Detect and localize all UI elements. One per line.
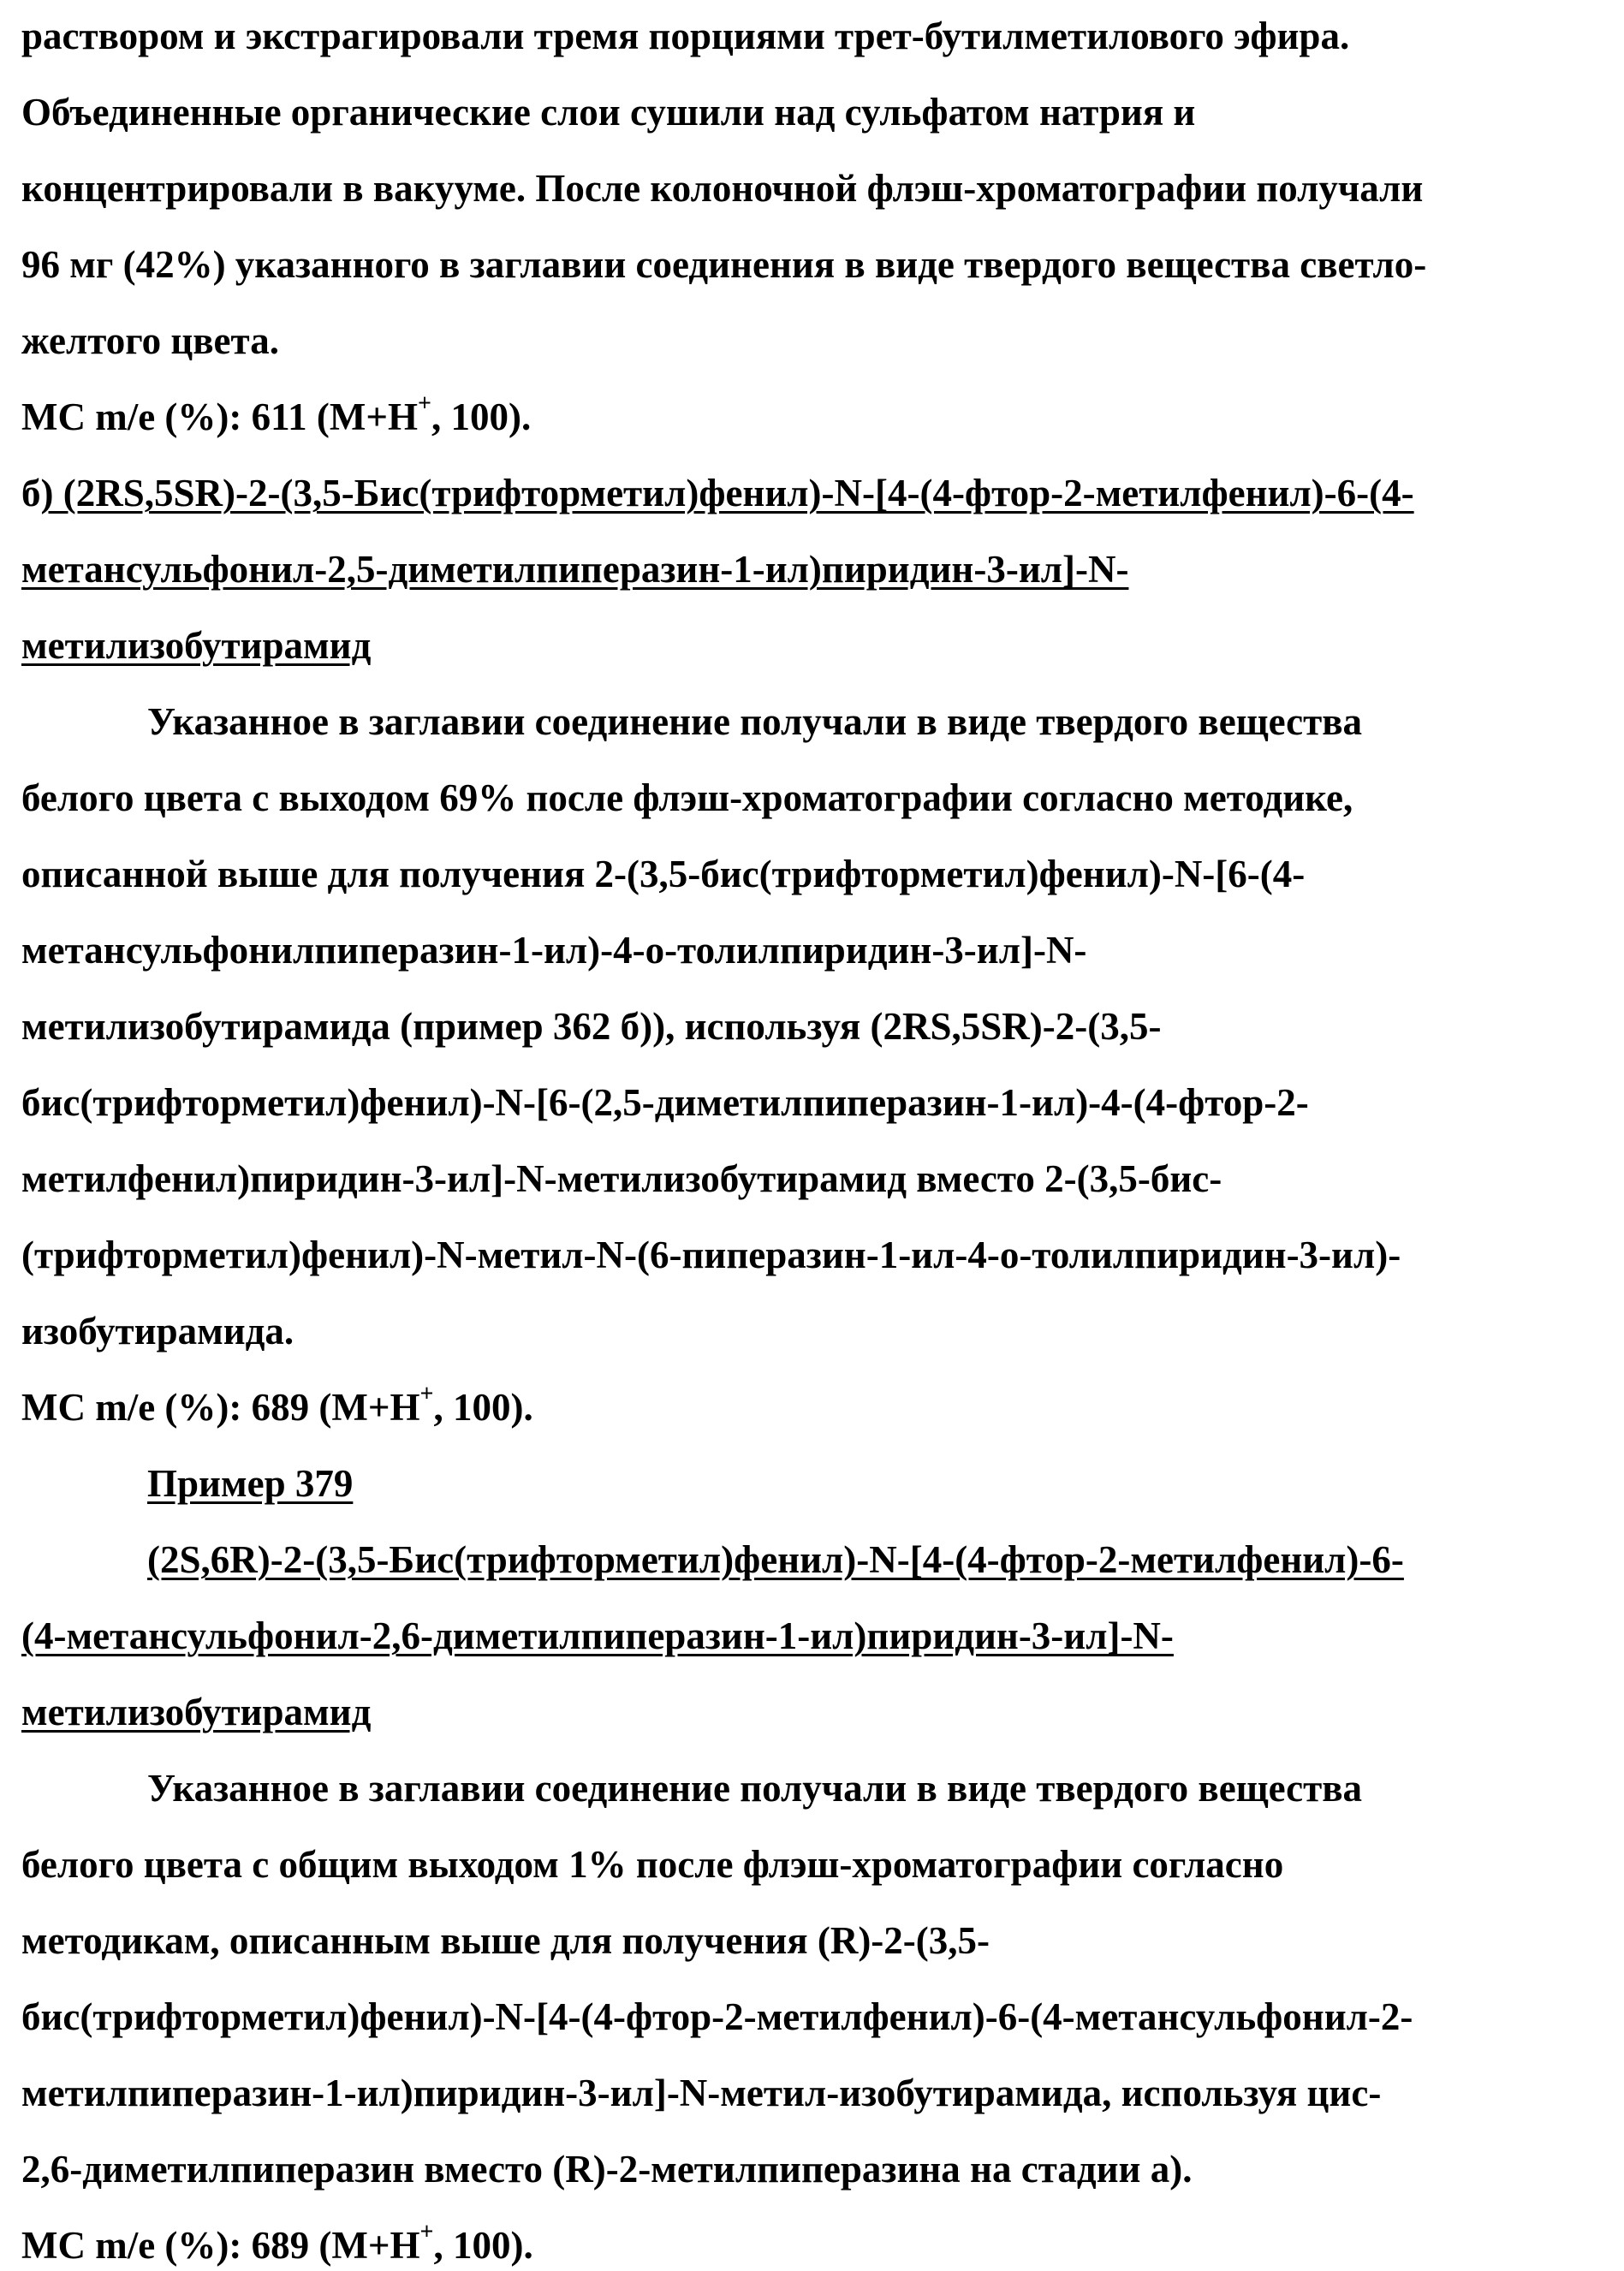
ms-text: МС m/e (%): 689 (М+Н (21, 1386, 420, 1429)
ms-sup: + (420, 2219, 434, 2245)
text-line: метилизобутирамида (пример 362 б)), используя (2RS,5SR)-2-(3,5- (21, 1001, 1161, 1052)
text-line: (трифторметил)фенил)-N-метил-N-(6-пиперазин-1-ил-4-о-толилпиридин-3-ил)- (21, 1229, 1401, 1281)
text-line: методикам, описанным выше для получения (R)-2-(3,5- (21, 1915, 990, 1966)
compound-name: ) (2RS,5SR)-2-(3,5-Бис(трифторметил)фенил)-N-[4-(4-фтор-2-метилфенил)-6-(4- (41, 472, 1414, 514)
text-line: белого цвета с общим выходом 1% после флэш-хроматографии согласно (21, 1839, 1283, 1890)
text-line: концентрировали в вакууме. После колоночной флэш-хроматографии получали (21, 163, 1423, 214)
text-line: Объединенные органические слои сушили над сульфатом натрия и (21, 86, 1195, 138)
ms-text: , 100). (431, 395, 531, 438)
text-line: бис(трифторметил)фенил)-N-[4-(4-фтор-2-метилфенил)-6-(4-метансульфонил-2- (21, 1991, 1413, 2042)
text-line: 96 мг (42%) указанного в заглавии соединения в виде твердого вещества светло- (21, 239, 1426, 290)
text-line: бис(трифторметил)фенил)-N-[6-(2,5-диметилпиперазин-1-ил)-4-(4-фтор-2- (21, 1077, 1309, 1128)
compound-heading-line: (4-метансульфонил-2,6-диметилпиперазин-1-ил)пиридин-3-ил]-N- (21, 1610, 1174, 1662)
mass-spec-line (21, 391, 531, 443)
text-line: изобутирамида. (21, 1305, 294, 1357)
ms-sup: + (418, 390, 431, 417)
item-marker: б (21, 472, 41, 514)
text-line: метилфенил)пиридин-3-ил]-N-метилизобутирамид вместо 2-(3,5-бис- (21, 1153, 1222, 1204)
text-line: Указанное в заглавии соединение получали в виде твердого вещества (147, 696, 1362, 747)
text-line: метилпиперазин-1-ил)пиридин-3-ил]-N-метил-изобутирамида, используя цис- (21, 2067, 1381, 2119)
ms-text: , 100). (433, 1386, 532, 1429)
ms-text: МС m/e (%): 611 (М+Н (21, 395, 418, 438)
ms-text: МС m/e (%): 689 (М+Н (21, 2224, 420, 2267)
text-line: белого цвета с выходом 69% после флэш-хроматографии согласно методике, (21, 772, 1353, 823)
text-line: 2,6-диметилпиперазин вместо (R)-2-метилпиперазина на стадии а). (21, 2143, 1192, 2195)
text-line: Указанное в заглавии соединение получали в виде твердого вещества (147, 1763, 1362, 1814)
text-line: описанной выше для получения 2-(3,5-бис(трифторметил)фенил)-N-[6-(4- (21, 848, 1305, 900)
compound-heading-line: метансульфонил-2,5-диметилпиперазин-1-ил)пиридин-3-ил]-N- (21, 544, 1128, 595)
text-line: раствором и экстрагировали тремя порциями трет-бутилметилового эфира. (21, 10, 1349, 62)
compound-heading-line: (2S,6R)-2-(3,5-Бис(трифторметил)фенил)-N-[4-(4-фтор-2-метилфенил)-6- (147, 1534, 1404, 1585)
text-line: метансульфонилпиперазин-1-ил)-4-о-толилпиридин-3-ил]-N- (21, 924, 1086, 976)
compound-heading-line: метилизобутирамид (21, 620, 371, 671)
ms-text: , 100). (433, 2224, 532, 2267)
compound-heading-line (21, 467, 1414, 519)
mass-spec-line (21, 2220, 533, 2271)
compound-heading-line: метилизобутирамид (21, 1686, 371, 1738)
mass-spec-line (21, 1382, 533, 1433)
example-title: Пример 379 (147, 1458, 353, 1509)
text-line: желтого цвета. (21, 315, 279, 366)
ms-sup: + (420, 1381, 434, 1407)
